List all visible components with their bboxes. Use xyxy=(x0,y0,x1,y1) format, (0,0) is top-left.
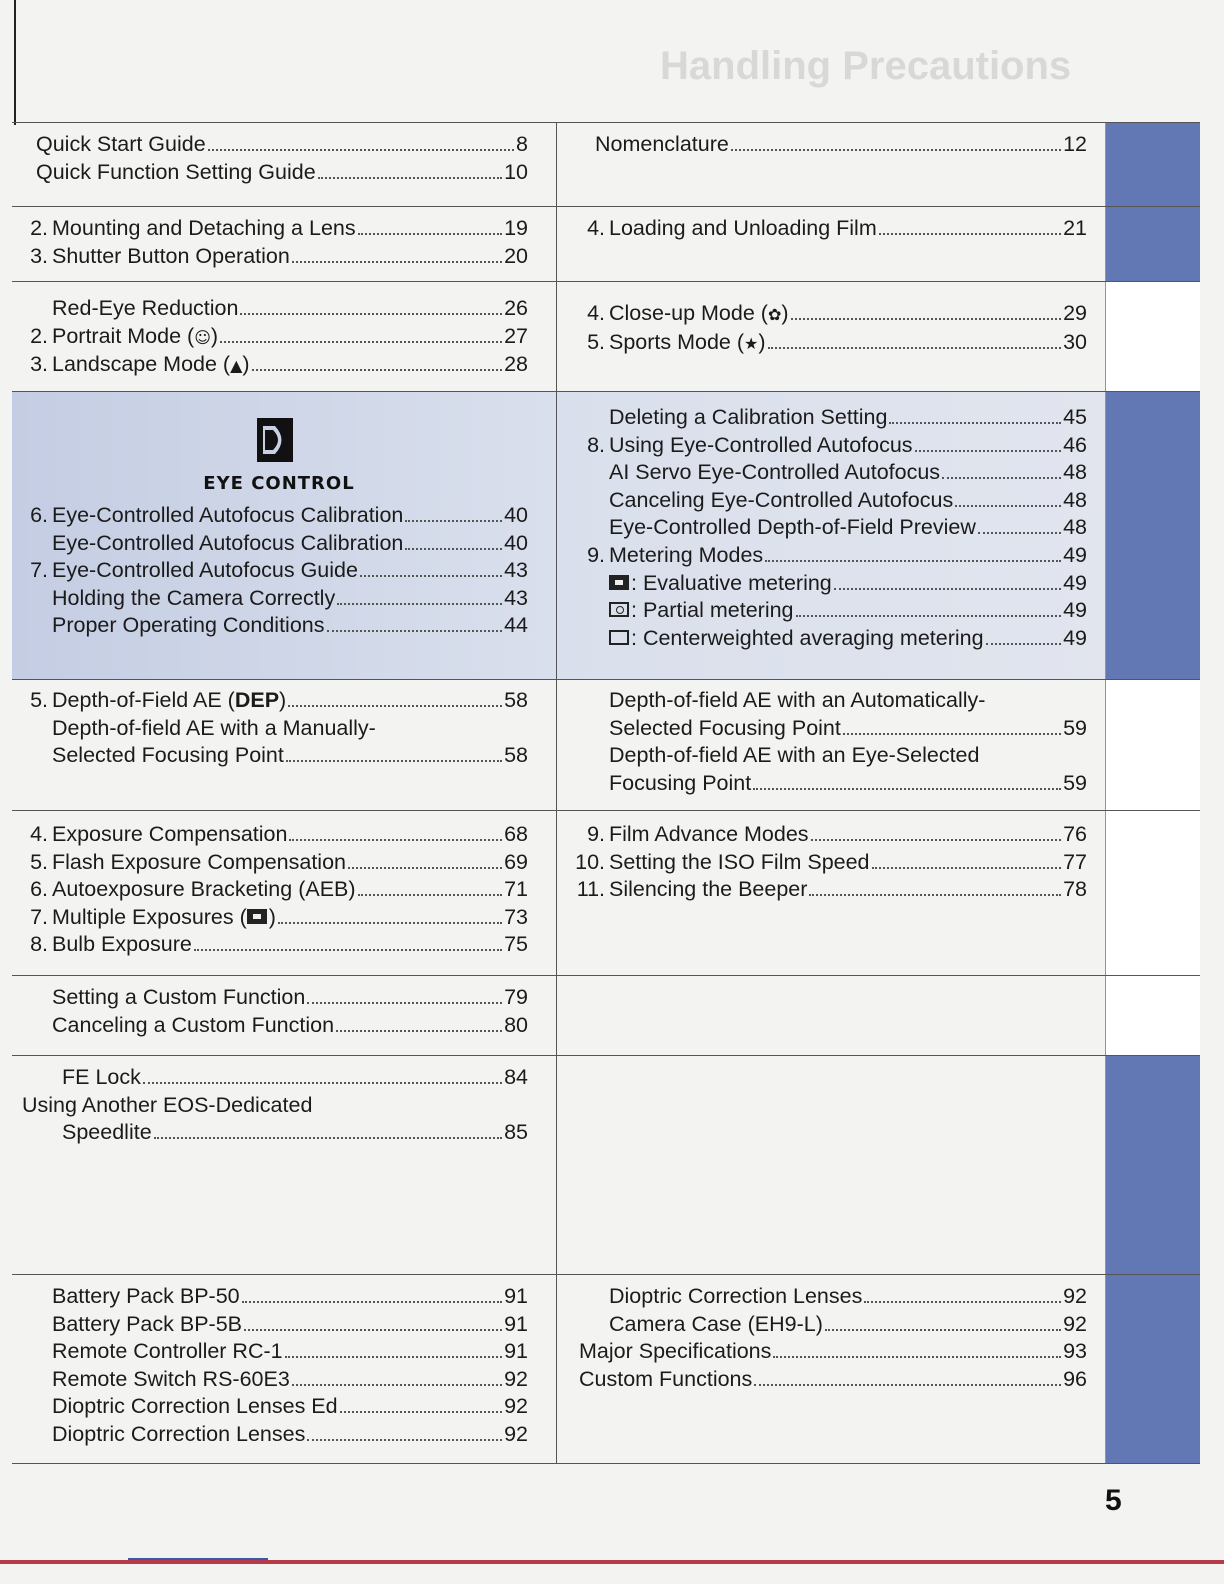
toc-entry[interactable]: : Centerweighted averaging metering 49 xyxy=(609,625,1087,653)
ghost-title-show-through: Handling Precautions xyxy=(660,44,1072,88)
toc-entry[interactable]: 7. Eye-Controlled Autofocus Guide 43 xyxy=(30,558,528,583)
toc-entry[interactable]: 4. Close-up Mode ( ✿ ) 29 xyxy=(579,300,1087,329)
toc-entry[interactable]: 4. Loading and Unloading Film 21 xyxy=(587,216,1087,240)
toc-entry[interactable]: FE Lock 84 xyxy=(62,1065,528,1089)
toc-entry[interactable]: 11. Silencing the Beeper 78 xyxy=(576,877,1087,902)
left-rule xyxy=(14,0,16,125)
toc-section-7 xyxy=(12,975,1200,1055)
toc-entry-line[interactable]: Depth-of-field AE with an Eye-Selected xyxy=(609,743,980,768)
toc-entry[interactable]: : Partial metering 49 xyxy=(609,597,1087,625)
toc-entry[interactable]: Nomenclature 12 xyxy=(595,132,1087,156)
toc-entry[interactable]: 3. Shutter Button Operation 20 xyxy=(30,243,528,268)
toc-entry-line[interactable]: Depth-of-field AE with a Manually- xyxy=(52,715,376,740)
toc-entry[interactable]: Battery Pack BP-50 91 xyxy=(52,1284,528,1308)
toc-section-3 xyxy=(12,281,1200,391)
toc-entry[interactable]: 8. Using Eye-Controlled Autofocus 46 xyxy=(587,432,1087,457)
toc-entry[interactable]: 9. Metering Modes 49 xyxy=(587,542,1087,567)
toc-section-2 xyxy=(12,206,1200,281)
toc-entry[interactable]: Canceling Eye-Controlled Autofocus 48 xyxy=(609,487,1087,512)
toc-entry[interactable]: Selected Focusing Point 59 xyxy=(609,715,1087,740)
toc-entry[interactable]: Deleting a Calibration Setting 45 xyxy=(609,405,1087,429)
toc-entry[interactable]: Red-Eye Reduction 26 xyxy=(52,296,528,320)
bottom-edge-accent xyxy=(128,1558,268,1560)
portrait-icon: ☺ xyxy=(194,327,211,347)
toc-entry[interactable]: Major Specifications 93 xyxy=(579,1339,1087,1364)
toc-entry[interactable]: 5. Flash Exposure Compensation 69 xyxy=(30,849,528,874)
table-of-contents xyxy=(12,122,1200,1464)
eye-control-logo xyxy=(22,418,528,494)
toc-entry[interactable]: Quick Start Guide 8 xyxy=(36,132,528,156)
toc-entry[interactable]: Proper Operating Conditions 44 xyxy=(52,613,528,638)
centerweighted-metering-icon xyxy=(609,630,629,645)
toc-entry[interactable]: 5. Sports Mode ( ★ ) 30 xyxy=(579,329,1087,358)
section-tab xyxy=(1105,680,1200,810)
section-tab xyxy=(1105,811,1200,975)
toc-entry[interactable]: Remote Switch RS-60E3 92 xyxy=(52,1366,528,1391)
toc-entry[interactable]: 3. Landscape Mode ( ▲ ) 28 xyxy=(22,351,528,380)
toc-entry[interactable]: 10. Setting the ISO Film Speed 77 xyxy=(575,849,1087,874)
multiple-exposure-icon xyxy=(247,909,267,924)
eye-control-icon xyxy=(257,418,293,462)
toc-section-1 xyxy=(12,122,1200,206)
partial-metering-icon xyxy=(609,602,629,617)
toc-section-4 xyxy=(12,391,1200,679)
section-tab xyxy=(1105,392,1200,679)
toc-entry[interactable]: 9. Film Advance Modes 76 xyxy=(587,822,1087,846)
toc-section-8 xyxy=(12,1055,1200,1274)
toc-entry[interactable]: 6. Eye-Controlled Autofocus Calibration 40 xyxy=(30,503,528,527)
section-tab xyxy=(1105,123,1200,206)
section-tab xyxy=(1105,282,1200,391)
toc-entry[interactable]: : Evaluative metering 49 xyxy=(609,570,1087,598)
toc-entry[interactable]: 8. Bulb Exposure 75 xyxy=(30,932,528,957)
toc-entry[interactable]: Setting a Custom Function 79 xyxy=(52,985,528,1009)
toc-entry[interactable]: Eye-Controlled Depth-of-Field Preview 48 xyxy=(609,515,1087,540)
toc-entry-line[interactable]: Using Another EOS-Dedicated xyxy=(22,1092,313,1117)
toc-entry[interactable]: Dioptric Correction Lenses 92 xyxy=(52,1421,528,1446)
toc-entry[interactable]: 5. Depth-of-Field AE ( DEP ) 58 xyxy=(30,688,528,712)
toc-section-9 xyxy=(12,1274,1200,1464)
toc-entry[interactable]: 7. Multiple Exposures ( ) 73 xyxy=(30,904,528,929)
closeup-icon: ✿ xyxy=(767,305,782,324)
toc-entry[interactable]: Battery Pack BP-5B 91 xyxy=(52,1311,528,1336)
toc-entry[interactable]: Holding the Camera Correctly 43 xyxy=(52,585,528,610)
toc-entry[interactable]: Eye-Controlled Autofocus Calibration 40 xyxy=(52,530,528,555)
toc-entry[interactable]: Selected Focusing Point 58 xyxy=(52,743,528,768)
eye-control-label: EYE CONTROL xyxy=(203,473,355,494)
toc-entry[interactable]: AI Servo Eye-Controlled Autofocus 48 xyxy=(609,460,1087,485)
toc-section-6 xyxy=(12,810,1200,975)
toc-entry[interactable]: Canceling a Custom Function 80 xyxy=(52,1012,528,1037)
page-number: 5 xyxy=(1105,1484,1122,1517)
toc-entry[interactable]: Dioptric Correction Lenses Ed 92 xyxy=(52,1394,528,1419)
toc-entry[interactable]: 6. Autoexposure Bracketing (AEB) 71 xyxy=(30,877,528,902)
section-tab xyxy=(1105,207,1200,281)
toc-entry[interactable]: 2. Portrait Mode ( ☺ ) 27 xyxy=(22,323,528,352)
section-tab xyxy=(1105,1056,1200,1274)
toc-entry[interactable]: 2. Mounting and Detaching a Lens 19 xyxy=(30,216,528,240)
toc-entry-line[interactable]: Depth-of-field AE with an Automatically- xyxy=(609,688,986,712)
toc-entry[interactable]: Dioptric Correction Lenses 92 xyxy=(609,1284,1087,1308)
toc-entry[interactable]: Focusing Point 59 xyxy=(609,770,1087,795)
section-tab xyxy=(1105,976,1200,1055)
toc-entry[interactable]: Remote Controller RC-1 91 xyxy=(52,1339,528,1364)
toc-entry[interactable]: Custom Functions 96 xyxy=(579,1366,1087,1391)
landscape-icon: ▲ xyxy=(230,356,243,376)
sports-icon: ★ xyxy=(744,333,759,353)
toc-entry[interactable]: 4. Exposure Compensation 68 xyxy=(30,822,528,846)
evaluative-metering-icon xyxy=(609,575,629,590)
toc-entry[interactable]: Quick Function Setting Guide 10 xyxy=(36,159,528,184)
bottom-edge xyxy=(0,1560,1224,1564)
toc-entry[interactable]: Speedlite 85 xyxy=(62,1120,528,1145)
section-tab xyxy=(1105,1275,1200,1463)
toc-entry[interactable]: Camera Case (EH9-L) 92 xyxy=(609,1311,1087,1336)
toc-section-5 xyxy=(12,679,1200,810)
